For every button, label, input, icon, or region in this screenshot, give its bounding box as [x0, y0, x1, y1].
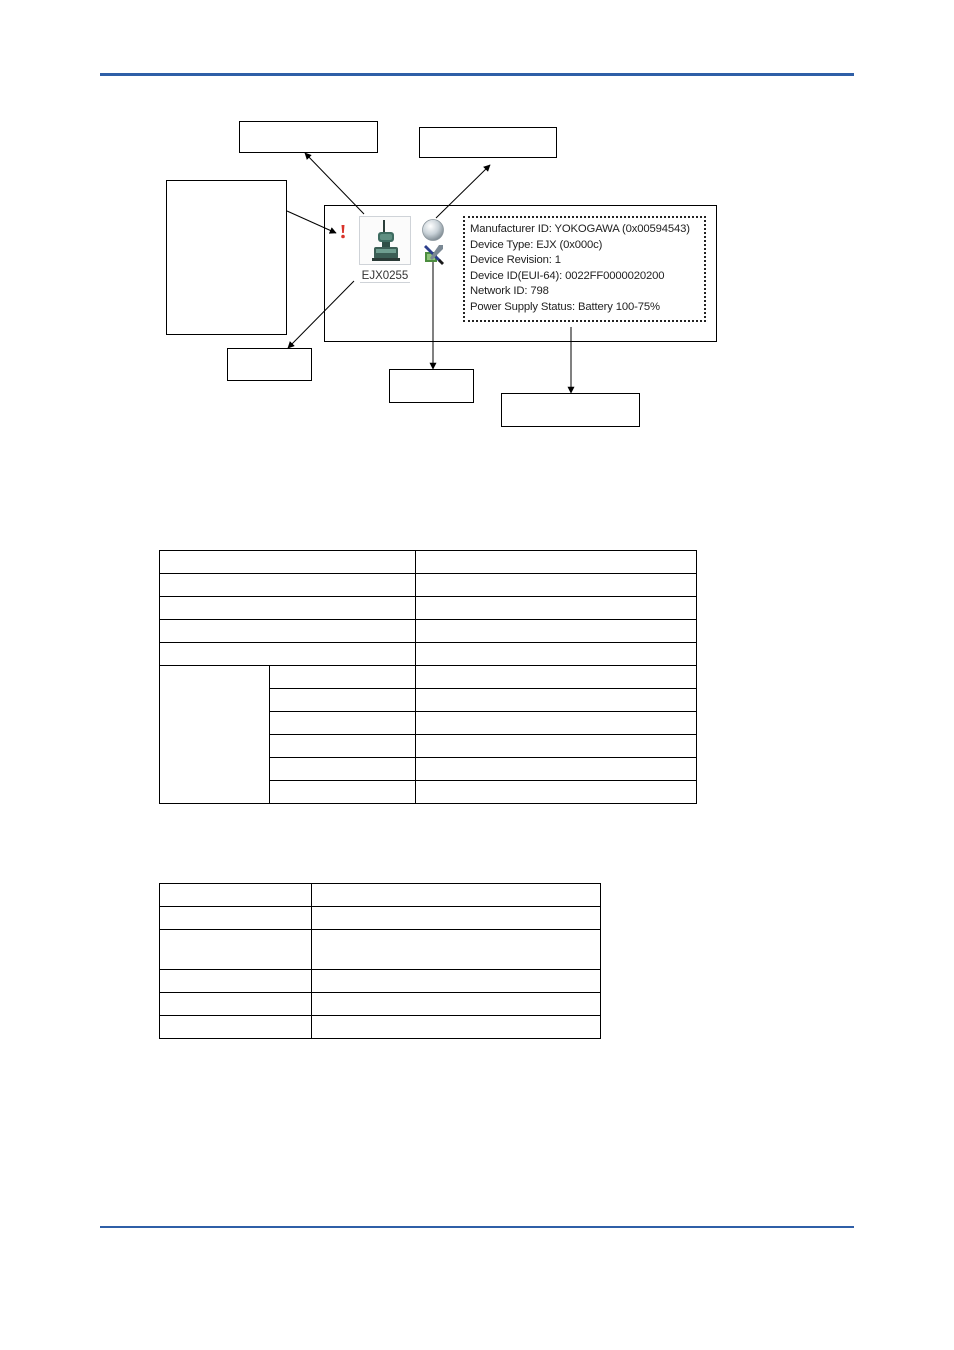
table-row [160, 620, 697, 643]
table-1 [159, 550, 697, 804]
info-device-type: Device Type: EJX (0x000c) [470, 238, 603, 251]
table-row [160, 884, 601, 907]
info-device-revision: Device Revision: 1 [470, 254, 561, 267]
table-row [160, 551, 697, 574]
table-row [160, 643, 697, 666]
arrow-status [436, 165, 490, 218]
table-row [160, 597, 697, 620]
arrow-device-icon [305, 153, 364, 214]
table-row [160, 970, 601, 993]
info-manufacturer-id: Manufacturer ID: YOKOGAWA (0x00594543) [470, 223, 690, 235]
table-row [160, 907, 601, 930]
footer-rule [100, 1226, 854, 1228]
table-2 [159, 883, 601, 1039]
table-row [160, 1016, 601, 1039]
table-row [160, 574, 697, 597]
info-power-supply-status: Power Supply Status: Battery 100-75% [470, 300, 660, 313]
info-network-id: Network ID: 798 [470, 285, 549, 298]
device-tag: EJX0255 [361, 270, 409, 282]
arrow-alert [287, 211, 336, 233]
table-row [160, 930, 601, 970]
arrow-tag [288, 281, 354, 348]
table-row [160, 993, 601, 1016]
info-device-id: Device ID(EUI-64): 0022FF0000020200 [470, 269, 665, 282]
table-row [160, 666, 697, 689]
